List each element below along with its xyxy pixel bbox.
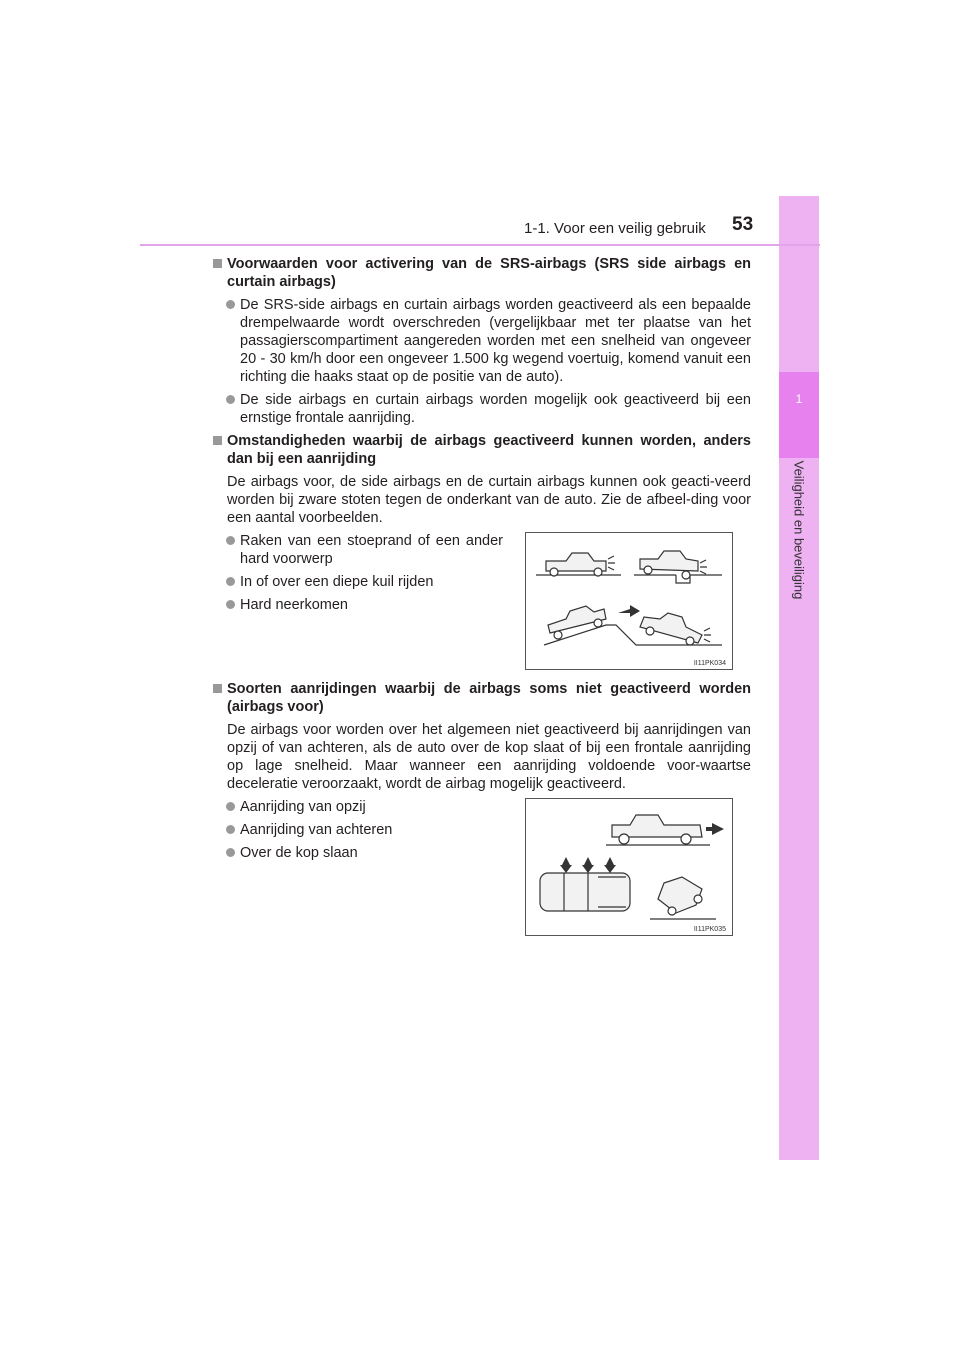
list-item: In of over een diepe kuil rijden <box>213 573 503 591</box>
list-item: Raken van een stoeprand of een ander hard voorwerp <box>213 532 503 568</box>
round-bullet-icon <box>226 536 235 545</box>
list-item: Hard neerkomen <box>213 596 503 614</box>
round-bullet-icon <box>226 848 235 857</box>
round-bullet-icon <box>226 600 235 609</box>
header-rule <box>140 244 820 246</box>
illustrated-list <box>213 798 751 942</box>
illustration-collision-types <box>525 798 733 936</box>
section-title: 1-1. Voor een veilig gebruik <box>524 220 706 237</box>
page-number: 53 <box>732 214 754 235</box>
collision-types-icon <box>526 799 732 935</box>
round-bullet-icon <box>226 577 235 586</box>
round-bullet-icon <box>226 825 235 834</box>
paragraph: De airbags voor, de side airbags en de curtain airbags kunnen ook geacti-veerd worden bij zware stoten tegen de onderkant van de auto. Zie de afbeel-ding voor een aantal voorbeelden. <box>227 474 751 526</box>
round-bullet-icon <box>226 395 235 404</box>
list-item: Aanrijding van achteren <box>213 821 503 839</box>
side-tab <box>779 196 819 1160</box>
round-bullet-icon <box>226 300 235 309</box>
list-item: De SRS-side airbags en curtain airbags worden geactiveerd als een bepaalde drempelwaarde wordt overschreden (vergelijkbaar met ter plaatse van het passagierscompartiment aangereden worden met een snelheid van ongeveer 20 - 30 km/h door een ongeveer 1.500 kg wegend voertuig, komend vanuit een richting die haaks staat op de positie van de auto). <box>213 296 751 386</box>
chapter-title: Veiligheid en beveiliging <box>791 460 807 600</box>
section-heading: Voorwaarden voor activering van de SRS-airbags (SRS side airbags en curtain airbags) <box>213 255 751 291</box>
figure-code: II11PK035 <box>693 926 726 933</box>
list-item: De side airbags en curtain airbags worden mogelijk ook geactiveerd bij een ernstige frontale aanrijding. <box>213 391 751 427</box>
illustrated-list <box>213 532 751 680</box>
square-bullet-icon <box>213 684 222 693</box>
list-item: Aanrijding van opzij <box>213 798 503 816</box>
illustration-underbody-impacts <box>525 532 733 670</box>
section-heading: Omstandigheden waarbij de airbags geactiveerd kunnen worden, anders dan bij een aanrijding <box>213 432 751 468</box>
section-heading: Soorten aanrijdingen waarbij de airbags soms niet geactiveerd worden (airbags voor) <box>213 680 751 716</box>
figure-code: II11PK034 <box>693 660 726 667</box>
paragraph: De airbags voor worden over het algemeen niet geactiveerd bij aanrijdingen van opzij of van achteren, als de auto over de kop slaat of bij een frontale aanrijding op lage snelheid. Maar wanneer een aanrijding voldoende voor-waartse deceleratie veroorzaakt, wordt de airbag mogelijk geactiveerd. <box>227 722 751 792</box>
side-tab-active-chapter <box>779 372 819 458</box>
square-bullet-icon <box>213 436 222 445</box>
round-bullet-icon <box>226 802 235 811</box>
pickup-truck-impact-icon <box>526 533 732 669</box>
square-bullet-icon <box>213 259 222 268</box>
chapter-number: 1 <box>795 392 803 406</box>
list-item: Over de kop slaan <box>213 844 503 862</box>
page-content <box>213 255 751 942</box>
